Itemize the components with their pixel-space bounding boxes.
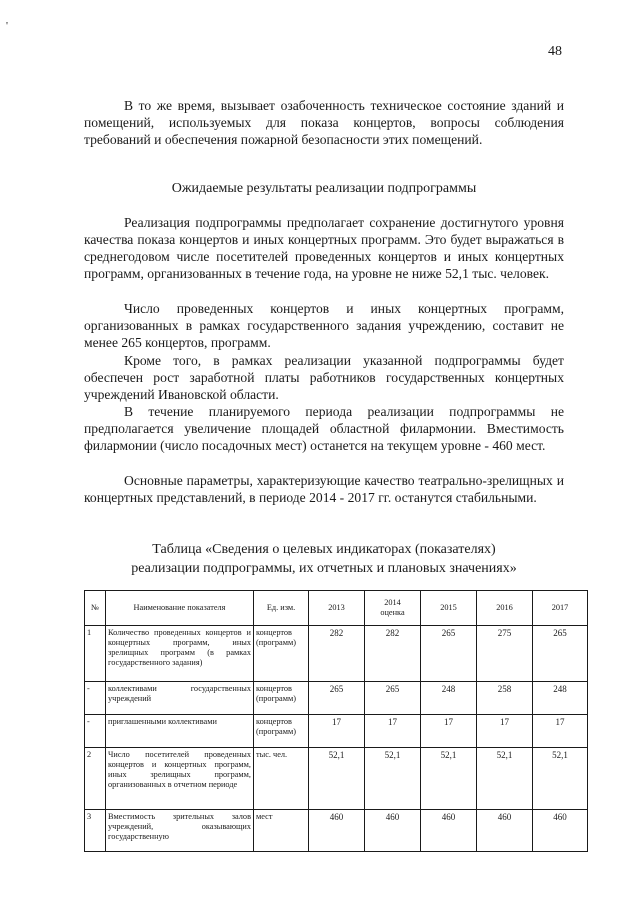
table-caption-line-1: Таблица «Сведения о целевых индикаторах (показателях) xyxy=(152,542,496,557)
row-index: - xyxy=(85,682,106,715)
value-2014: 265 xyxy=(365,682,421,715)
header-2015: 2015 xyxy=(421,591,477,626)
value-2017: 460 xyxy=(533,810,588,852)
header-num: № xyxy=(85,591,106,626)
row-index: - xyxy=(85,715,106,748)
value-2015: 248 xyxy=(421,682,477,715)
value-2017: 52,1 xyxy=(533,748,588,810)
section-heading: Ожидаемые результаты реализации подпрограммы xyxy=(171,181,477,196)
value-2016: 258 xyxy=(477,682,533,715)
table-row xyxy=(85,626,588,682)
row-index: 1 xyxy=(85,626,106,682)
value-2015: 460 xyxy=(421,810,477,852)
value-2014: 52,1 xyxy=(365,748,421,810)
value-2017: 265 xyxy=(533,626,588,682)
header-2014 xyxy=(365,591,421,626)
value-2015: 265 xyxy=(421,626,477,682)
row-unit: концертов (программ) xyxy=(254,626,309,682)
header-2013: 2013 xyxy=(309,591,365,626)
row-unit: концертов (программ) xyxy=(254,682,309,715)
value-2015: 52,1 xyxy=(421,748,477,810)
value-2013: 17 xyxy=(309,715,365,748)
value-2013: 52,1 xyxy=(309,748,365,810)
value-2014: 282 xyxy=(365,626,421,682)
page-number: 48 xyxy=(548,44,562,59)
table-row xyxy=(85,682,588,715)
value-2017: 248 xyxy=(533,682,588,715)
paragraph-concert-count: Число проведенных концертов и иных концертных программ, организованных в рамках государственного задания учреждению, составит не менее 265 концертов, программ. xyxy=(84,301,564,350)
row-unit: мест xyxy=(254,810,309,852)
table-row xyxy=(85,715,588,748)
row-unit: концертов (программ) xyxy=(254,715,309,748)
table-row xyxy=(85,748,588,810)
indicators-table xyxy=(84,590,588,852)
header-unit: Ед. изм. xyxy=(254,591,309,626)
value-2016: 52,1 xyxy=(477,748,533,810)
paragraph-capacity: В течение планируемого периода реализации подпрограммы не предполагается увеличение площадей областной филармонии. Вместимость филармонии (число посадочных мест) останется на текущем уровне - 460 мест. xyxy=(84,404,564,453)
header-2014-note: оценка xyxy=(380,608,405,617)
row-name: коллективами государственных учреждений xyxy=(106,682,254,715)
header-2014-year: 2014 xyxy=(384,598,401,607)
paragraph-intro: В то же время, вызывает озабоченность техническое состояние зданий и помещений, используемых для показа концертов, вопросы соблюдения требований и обеспечения пожарной безопасности этих помещений. xyxy=(84,98,564,147)
header-name: Наименование показателя xyxy=(106,591,254,626)
header-2016: 2016 xyxy=(477,591,533,626)
table-caption xyxy=(84,540,564,578)
value-2014: 17 xyxy=(365,715,421,748)
row-index: 3 xyxy=(85,810,106,852)
value-2016: 17 xyxy=(477,715,533,748)
table-header-row xyxy=(85,591,588,626)
value-2013: 282 xyxy=(309,626,365,682)
value-2015: 17 xyxy=(421,715,477,748)
value-2016: 275 xyxy=(477,626,533,682)
paragraph-salary: Кроме того, в рамках реализации указанной подпрограммы будет обеспечен рост заработной платы работников государственных концертных учреждений Ивановской области. xyxy=(84,353,564,402)
paragraph-expected-results: Реализация подпрограммы предполагает сохранение достигнутого уровня качества показа концертов и иных концертных программ. Это будет выражаться в среднегодовом числе посетителей проведенных концертов и иных концертных программ, организованных в течение года, на уровне не ниже 52,1 тыс. человек. xyxy=(84,215,564,281)
row-unit: тыс. чел. xyxy=(254,748,309,810)
value-2013: 265 xyxy=(309,682,365,715)
header-2017: 2017 xyxy=(533,591,588,626)
value-2017: 17 xyxy=(533,715,588,748)
paragraph-parameters: Основные параметры, характеризующие качество театрально-зрелищных и концертных представлений, в периоде 2014 - 2017 гг. останутся стабильными. xyxy=(84,473,564,505)
table-caption-line-2: реализации подпрограммы, их отчетных и плановых значениях» xyxy=(131,561,517,576)
value-2013: 460 xyxy=(309,810,365,852)
margin-mark: ' xyxy=(6,20,8,32)
row-name: Число посетителей проведенных концертов и концертных программ, иных зрелищных программ, организованных в отчетном периоде xyxy=(106,748,254,810)
value-2014: 460 xyxy=(365,810,421,852)
table-row xyxy=(85,810,588,852)
row-name: приглашенными коллективами xyxy=(106,715,254,748)
row-index: 2 xyxy=(85,748,106,810)
row-name: Количество проведенных концертов и концертных программ, иных зрелищных программ (в рамках государственного задания) xyxy=(106,626,254,682)
value-2016: 460 xyxy=(477,810,533,852)
row-name: Вместимость зрительных залов учреждений, оказывающих государственную xyxy=(106,810,254,852)
